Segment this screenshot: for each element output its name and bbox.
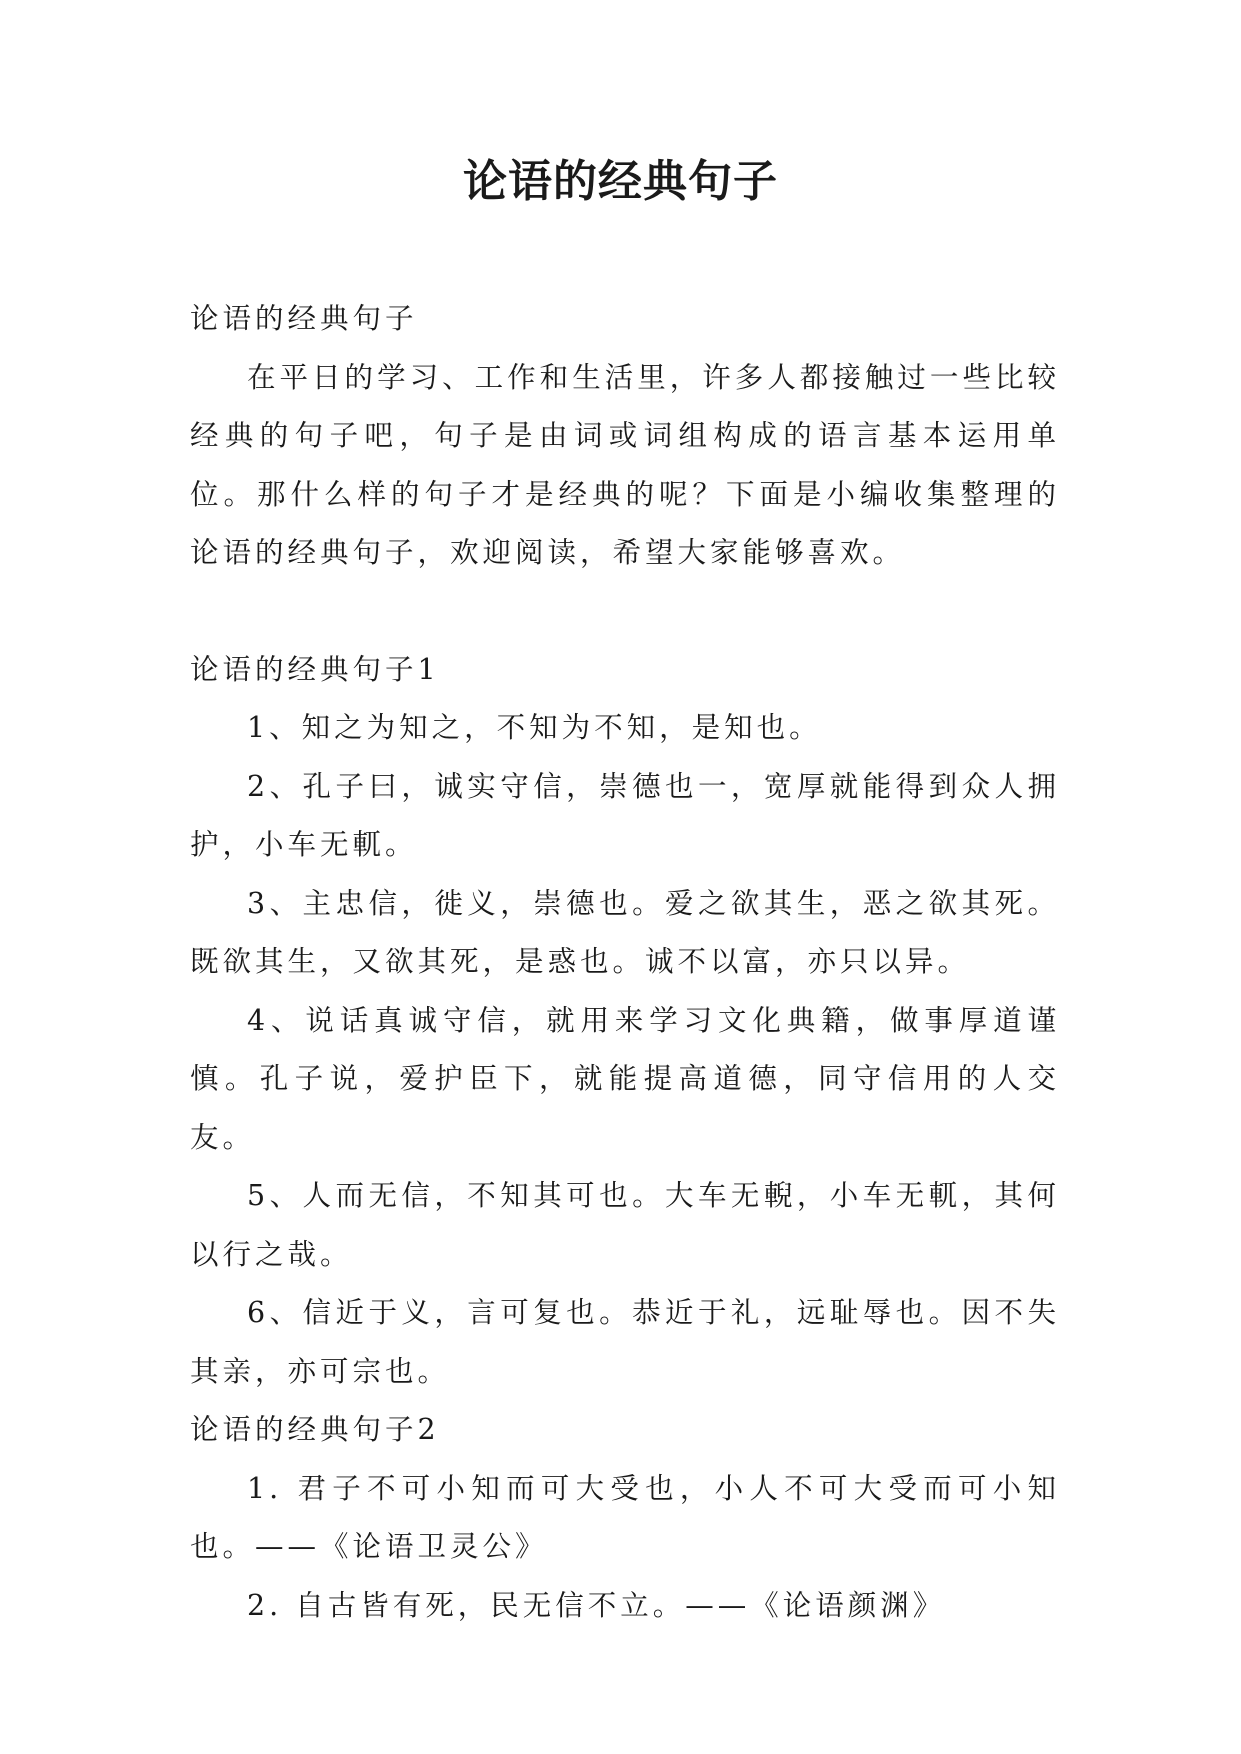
section-heading-1: 论语的经典句子1 bbox=[190, 652, 440, 686]
quote-item: 4、说话真诚守信，就用来学习文化典籍，做事厚道谨慎。孔子说，爱护臣下，就能提高道德，同守信用的人交友。 bbox=[190, 1003, 1060, 1154]
page-title: 论语的经典句子 bbox=[463, 156, 778, 207]
subtitle: 论语的经典句子 bbox=[190, 302, 418, 335]
section-heading-2: 论语的经典句子2 bbox=[190, 1413, 440, 1446]
document-body bbox=[190, 290, 1060, 1635]
quote-item: 2. 自古皆有死，民无信不立。——《论语颜渊》 bbox=[247, 1588, 946, 1622]
intro-paragraph: 在平日的学习、工作和生活里，许多人都接触过一些比较经典的句子吧，句子是由词或词组构成的语言基本运用单位。那什么样的句子才是经典的呢？下面是小编收集整理的论语的经典句子，欢迎阅读，希望大家能够喜欢。 bbox=[190, 360, 1060, 569]
quote-item: 2、孔子曰，诚实守信，崇德也一，宽厚就能得到众人拥护，小车无軏。 bbox=[190, 769, 1060, 861]
section-spacer bbox=[190, 583, 1060, 641]
quote-item: 5、人而无信，不知其可也。大车无輗，小车无軏，其何以行之哉。 bbox=[190, 1179, 1060, 1271]
quote-item: 6、信近于义，言可复也。恭近于礼，远耻辱也。因不失其亲，亦可宗也。 bbox=[190, 1296, 1060, 1388]
quote-item: 3、主忠信，徙义，崇德也。爱之欲其生，恶之欲其死。既欲其生，又欲其死，是惑也。诚不以富，亦只以异。 bbox=[190, 886, 1060, 978]
quote-item: 1. 君子不可小知而可大受也，小人不可大受而可小知也。——《论语卫灵公》 bbox=[190, 1471, 1060, 1563]
quote-item: 1、知之为知之，不知为不知，是知也。 bbox=[247, 711, 822, 744]
